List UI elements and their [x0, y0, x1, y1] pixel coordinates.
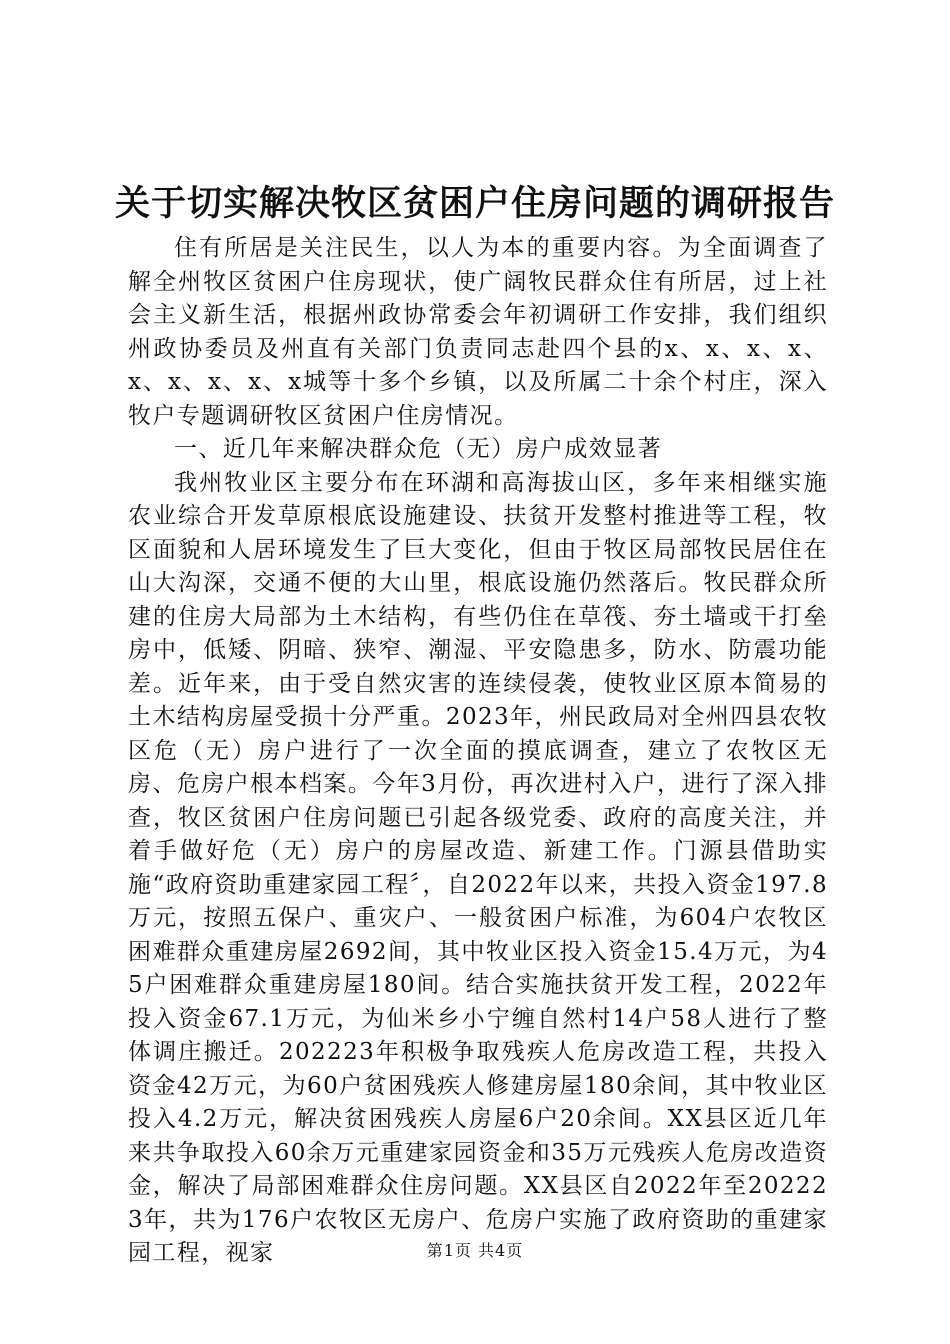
intro-paragraph: 住有所居是关注民生，以人为本的重要内容。为全面调查了解全州牧区贫困户住房现状，使广阔牧民群众住有所居，过上社会主义新生活，根据州政协常委会年初调研工作安排，我们组织州政协委员及州直有关部门负责同志赴四个县的x、x、x、x、x、x、x、x、x城等十多个乡镇，以及所属二十余个村庄，深入牧户专题调研牧区贫困户住房情况。 [128, 235, 828, 429]
section-heading: 一、近几年来解决群众危（无）房户成效显著 [174, 436, 662, 462]
body-paragraph: 我州牧业区主要分布在环湖和高海拔山区，多年来相继实施农业综合开发草原根底设施建设、扶贫开发整村推进等工程，牧区面貌和人居环境发生了巨大变化，但由于牧区局部牧民居住在山大沟深，交通不便的大山里，根底设施仍然落后。牧民群众所建的住房大局部为土木结构，有些仍住在草筏、夯土墙或干打垒房中，低矮、阴暗、狭窄、潮湿、平安隐患多，防水、防震功能差。近年来，由于受自然灾害的连续侵袭，使牧业区原本简易的土木结构房屋受损十分严重。2023年，州民政局对全州四县农牧区危（无）房户进行了一次全面的摸底调查，建立了农牧区无房、危房户根本档案。今年3月份，再次进村入户，进行了深入排查，牧区贫困户住房问题已引起各级党委、政府的高度关注，并着手做好危（无）房户的房屋改造、新建工作。门源县借助实施“政府资助重建家园工程〞，自2022年以来，共投入资金197.8万元，按照五保户、重灾户、一般贫困户标准，为604户农牧区困难群众重建房屋2692间，其中牧业区投入资金15.4万元，为45户困难群众重建房屋180间。结合实施扶贫开发工程，2022年投入资金67.1万元，为仙米乡小宁缠自然村14户58人进行了整体调庄搬迁。202223年积极争取残疾人危房改造工程，共投入资金42万元，为60户贫困残疾人修建房屋180余间，其中牧业区投入4.2万元，解决贫困残疾人房屋6户20余间。XX县区近几年来共争取投入60余万元重建家园资金和35万元残疾人危房改造资金，解决了局部困难群众住房问题。XX县区自2022年至202223年，共为176户农牧区无房户、危房户实施了政府资助的重建家园工程，视家 [128, 469, 828, 1266]
page-footer: 第1页 共4页 [426, 1241, 524, 1260]
document-title: 关于切实解决牧区贫困户住房问题的调研报告 [114, 183, 835, 224]
document-body [128, 232, 828, 1271]
